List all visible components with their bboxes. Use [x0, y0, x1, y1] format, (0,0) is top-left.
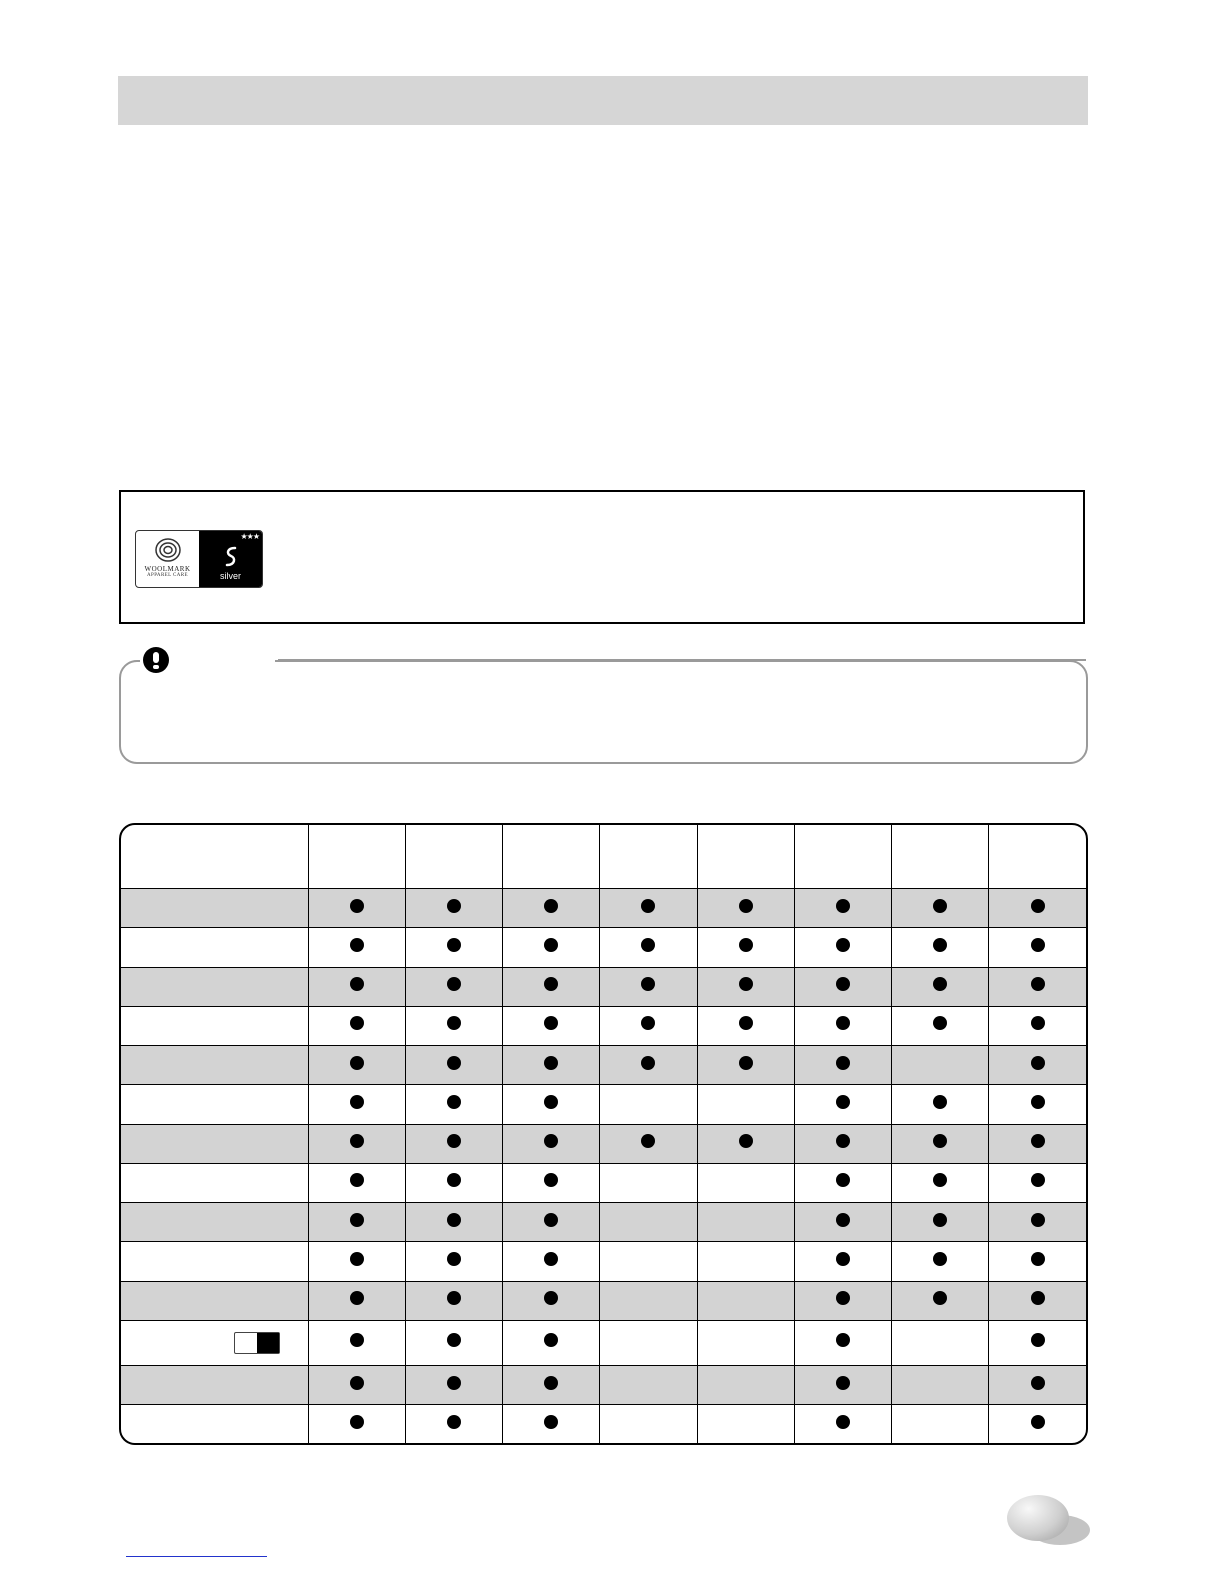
supported-dot-icon: [739, 1016, 753, 1030]
option-cell: [989, 1320, 1086, 1365]
supported-dot-icon: [933, 899, 947, 913]
option-cell: [989, 1163, 1086, 1202]
option-cell: [794, 967, 891, 1006]
caution-icon: [143, 647, 169, 673]
supported-dot-icon: [350, 1333, 364, 1347]
option-cell: [989, 1085, 1086, 1124]
table-row: [121, 1242, 1086, 1281]
supported-dot-icon: [544, 1173, 558, 1187]
option-cell: [697, 1124, 794, 1163]
supported-dot-icon: [933, 938, 947, 952]
header-cell: [121, 825, 308, 889]
supported-dot-icon: [1031, 899, 1045, 913]
supported-dot-icon: [350, 1376, 364, 1390]
option-cell: [794, 1320, 891, 1365]
caution-box: [119, 660, 1088, 764]
option-cell: [697, 1203, 794, 1242]
woolmark-small-icon: [234, 1332, 280, 1354]
option-cell: [989, 1365, 1086, 1404]
supported-dot-icon: [447, 899, 461, 913]
option-cell: [600, 1203, 697, 1242]
supported-dot-icon: [447, 1213, 461, 1227]
table-row: [121, 1046, 1086, 1085]
option-cell: [308, 1163, 405, 1202]
supported-dot-icon: [447, 938, 461, 952]
option-cell: [503, 1242, 600, 1281]
option-cell: [794, 1085, 891, 1124]
supported-dot-icon: [836, 1134, 850, 1148]
option-cell: [405, 1281, 502, 1320]
supported-dot-icon: [739, 977, 753, 991]
option-cell: [892, 1281, 989, 1320]
supported-dot-icon: [933, 977, 947, 991]
option-cell: [600, 1281, 697, 1320]
option-cell: [697, 1006, 794, 1045]
option-cell: [600, 1365, 697, 1404]
option-cell: [794, 1365, 891, 1404]
option-cell: [989, 1046, 1086, 1085]
option-cell: [697, 1242, 794, 1281]
supported-dot-icon: [1031, 938, 1045, 952]
option-cell: [308, 967, 405, 1006]
table-row: [121, 1203, 1086, 1242]
option-cell: [308, 1242, 405, 1281]
option-cell: [892, 1085, 989, 1124]
table-row: [121, 967, 1086, 1006]
option-cell: [794, 1203, 891, 1242]
table-row: [121, 928, 1086, 967]
supported-dot-icon: [544, 938, 558, 952]
header-cell: [892, 825, 989, 889]
supported-dot-icon: [1031, 1252, 1045, 1266]
option-cell: [600, 967, 697, 1006]
supported-dot-icon: [641, 977, 655, 991]
program-name-cell: [121, 1046, 308, 1085]
supported-dot-icon: [836, 1016, 850, 1030]
supported-dot-icon: [836, 977, 850, 991]
supported-dot-icon: [641, 899, 655, 913]
table-row: [121, 1320, 1086, 1365]
supported-dot-icon: [739, 899, 753, 913]
option-cell: [989, 1124, 1086, 1163]
option-cell: [794, 889, 891, 928]
program-name-cell: [121, 1281, 308, 1320]
option-cell: [600, 1006, 697, 1045]
supported-dot-icon: [544, 977, 558, 991]
woolmark-info-box: [119, 490, 1085, 624]
supported-dot-icon: [836, 1333, 850, 1347]
supported-dot-icon: [544, 1095, 558, 1109]
supported-dot-icon: [447, 1173, 461, 1187]
program-option-table: [119, 823, 1088, 1445]
supported-dot-icon: [447, 1376, 461, 1390]
supported-dot-icon: [350, 977, 364, 991]
supported-dot-icon: [1031, 1134, 1045, 1148]
supported-dot-icon: [641, 1056, 655, 1070]
supported-dot-icon: [447, 1252, 461, 1266]
option-cell: [503, 1405, 600, 1443]
supported-dot-icon: [933, 1213, 947, 1227]
supported-dot-icon: [544, 1134, 558, 1148]
supported-dot-icon: [350, 899, 364, 913]
supported-dot-icon: [544, 1213, 558, 1227]
option-cell: [405, 889, 502, 928]
option-cell: [989, 1242, 1086, 1281]
supported-dot-icon: [933, 1173, 947, 1187]
table-row: [121, 1085, 1086, 1124]
option-cell: [405, 1085, 502, 1124]
supported-dot-icon: [836, 1173, 850, 1187]
woolmark-logo: [135, 530, 263, 588]
supported-dot-icon: [739, 1056, 753, 1070]
option-cell: [697, 1085, 794, 1124]
option-cell: [892, 967, 989, 1006]
supported-dot-icon: [544, 1252, 558, 1266]
option-cell: [405, 1124, 502, 1163]
program-name-cell: [121, 1203, 308, 1242]
supported-dot-icon: [350, 1415, 364, 1429]
option-cell: [697, 1365, 794, 1404]
option-cell: [794, 1242, 891, 1281]
supported-dot-icon: [447, 1095, 461, 1109]
supported-dot-icon: [836, 899, 850, 913]
supported-dot-icon: [641, 1134, 655, 1148]
supported-dot-icon: [350, 1016, 364, 1030]
supported-dot-icon: [350, 1095, 364, 1109]
option-cell: [308, 928, 405, 967]
program-name-cell: [121, 1242, 308, 1281]
option-cell: [697, 889, 794, 928]
supported-dot-icon: [447, 1291, 461, 1305]
option-cell: [697, 1320, 794, 1365]
program-name-cell: [121, 1365, 308, 1404]
supported-dot-icon: [641, 938, 655, 952]
option-cell: [405, 1006, 502, 1045]
option-cell: [989, 1281, 1086, 1320]
option-cell: [503, 1046, 600, 1085]
program-name-cell: [121, 967, 308, 1006]
supported-dot-icon: [544, 1333, 558, 1347]
option-cell: [600, 1242, 697, 1281]
table-row: [121, 1405, 1086, 1443]
option-cell: [600, 1163, 697, 1202]
program-name-cell: [121, 889, 308, 928]
option-cell: [697, 928, 794, 967]
header-cell: [503, 825, 600, 889]
option-cell: [892, 1365, 989, 1404]
supported-dot-icon: [836, 1056, 850, 1070]
option-cell: [503, 1085, 600, 1124]
table-row: [121, 1365, 1086, 1404]
supported-dot-icon: [836, 1213, 850, 1227]
supported-dot-icon: [836, 1376, 850, 1390]
supported-dot-icon: [447, 1415, 461, 1429]
option-cell: [600, 928, 697, 967]
supported-dot-icon: [544, 1415, 558, 1429]
option-cell: [600, 1405, 697, 1443]
option-cell: [308, 1085, 405, 1124]
option-cell: [405, 1163, 502, 1202]
option-cell: [503, 967, 600, 1006]
table-row: [121, 889, 1086, 928]
supported-dot-icon: [544, 1376, 558, 1390]
woolmark-subtext: APPAREL CARE: [147, 573, 188, 578]
option-cell: [503, 889, 600, 928]
supported-dot-icon: [933, 1252, 947, 1266]
supported-dot-icon: [933, 1095, 947, 1109]
page-number-badge: [1007, 1495, 1069, 1541]
supported-dot-icon: [447, 1056, 461, 1070]
supported-dot-icon: [1031, 1173, 1045, 1187]
option-cell: [308, 1365, 405, 1404]
option-cell: [989, 1203, 1086, 1242]
option-cell: [405, 967, 502, 1006]
option-cell: [892, 1006, 989, 1045]
supported-dot-icon: [544, 1291, 558, 1305]
supported-dot-icon: [350, 1291, 364, 1305]
supported-dot-icon: [1031, 1095, 1045, 1109]
supported-dot-icon: [1031, 1333, 1045, 1347]
option-cell: [308, 1320, 405, 1365]
program-name-cell: [121, 1085, 308, 1124]
woolmark-wordmark: WOOLMARK: [144, 565, 191, 573]
supported-dot-icon: [1031, 1016, 1045, 1030]
option-cell: [503, 1365, 600, 1404]
option-cell: [405, 1405, 502, 1443]
option-cell: [697, 1281, 794, 1320]
supported-dot-icon: [447, 977, 461, 991]
option-cell: [600, 1124, 697, 1163]
supported-dot-icon: [641, 1016, 655, 1030]
option-cell: [989, 1006, 1086, 1045]
option-cell: [405, 1320, 502, 1365]
supported-dot-icon: [836, 1291, 850, 1305]
table-header-row: [121, 825, 1086, 889]
option-cell: [697, 1405, 794, 1443]
option-cell: [503, 1203, 600, 1242]
header-cell: [600, 825, 697, 889]
option-cell: [892, 1405, 989, 1443]
table-row: [121, 1281, 1086, 1320]
header-cell: [989, 825, 1086, 889]
option-cell: [308, 1006, 405, 1045]
option-cell: [503, 928, 600, 967]
option-cell: [308, 1405, 405, 1443]
program-name-cell: [121, 1124, 308, 1163]
supported-dot-icon: [1031, 1376, 1045, 1390]
supported-dot-icon: [447, 1333, 461, 1347]
woolmark-silver-badge: [199, 531, 262, 587]
option-cell: [600, 889, 697, 928]
option-cell: [892, 1242, 989, 1281]
option-cell: [989, 889, 1086, 928]
option-cell: [697, 967, 794, 1006]
option-cell: [697, 1163, 794, 1202]
supported-dot-icon: [544, 1056, 558, 1070]
option-cell: [892, 1046, 989, 1085]
supported-dot-icon: [447, 1134, 461, 1148]
supported-dot-icon: [836, 1095, 850, 1109]
option-cell: [794, 1006, 891, 1045]
program-name-cell: [121, 1320, 308, 1365]
supported-dot-icon: [1031, 1213, 1045, 1227]
supported-dot-icon: [1031, 1056, 1045, 1070]
wool-ball-icon: [153, 537, 183, 563]
option-cell: [989, 1405, 1086, 1443]
woolmark-silver-label: silver: [219, 571, 241, 581]
caution-divider: [278, 659, 1086, 661]
program-name-cell: [121, 1163, 308, 1202]
option-cell: [697, 1046, 794, 1085]
program-name-cell: [121, 928, 308, 967]
silver-s-icon: [221, 545, 241, 569]
supported-dot-icon: [350, 1173, 364, 1187]
supported-dot-icon: [739, 1134, 753, 1148]
option-cell: [600, 1046, 697, 1085]
header-cell: [697, 825, 794, 889]
option-cell: [503, 1006, 600, 1045]
option-cell: [308, 1046, 405, 1085]
supported-dot-icon: [350, 1056, 364, 1070]
option-cell: [405, 1203, 502, 1242]
option-cell: [503, 1320, 600, 1365]
supported-dot-icon: [350, 1252, 364, 1266]
section-title-bar: [118, 76, 1088, 125]
option-cell: [503, 1281, 600, 1320]
option-cell: [794, 1124, 891, 1163]
program-name-cell: [121, 1405, 308, 1443]
option-cell: [892, 1124, 989, 1163]
option-cell: [405, 1046, 502, 1085]
option-cell: [405, 1242, 502, 1281]
table-row: [121, 1163, 1086, 1202]
supported-dot-icon: [933, 1134, 947, 1148]
header-cell: [794, 825, 891, 889]
supported-dot-icon: [739, 938, 753, 952]
supported-dot-icon: [350, 1213, 364, 1227]
program-name-cell: [121, 1006, 308, 1045]
option-cell: [503, 1163, 600, 1202]
supported-dot-icon: [1031, 1415, 1045, 1429]
supported-dot-icon: [544, 899, 558, 913]
supported-dot-icon: [1031, 977, 1045, 991]
option-cell: [794, 1163, 891, 1202]
option-cell: [892, 928, 989, 967]
supported-dot-icon: [836, 1415, 850, 1429]
option-cell: [892, 889, 989, 928]
option-cell: [600, 1085, 697, 1124]
option-cell: [308, 1203, 405, 1242]
option-cell: [503, 1124, 600, 1163]
header-cell: [405, 825, 502, 889]
supported-dot-icon: [836, 938, 850, 952]
option-cell: [794, 928, 891, 967]
table-row: [121, 1124, 1086, 1163]
option-cell: [794, 1046, 891, 1085]
option-cell: [892, 1320, 989, 1365]
option-cell: [892, 1163, 989, 1202]
supported-dot-icon: [350, 1134, 364, 1148]
woolmark-stars: ★★★: [240, 532, 259, 541]
supported-dot-icon: [1031, 1291, 1045, 1305]
header-cell: [308, 825, 405, 889]
option-cell: [600, 1320, 697, 1365]
option-cell: [892, 1203, 989, 1242]
option-cell: [405, 928, 502, 967]
table-row: [121, 1006, 1086, 1045]
supported-dot-icon: [836, 1252, 850, 1266]
footer-link-underline: [126, 1556, 267, 1557]
option-cell: [989, 967, 1086, 1006]
supported-dot-icon: [933, 1291, 947, 1305]
supported-dot-icon: [544, 1016, 558, 1030]
supported-dot-icon: [933, 1016, 947, 1030]
supported-dot-icon: [447, 1016, 461, 1030]
option-cell: [308, 1281, 405, 1320]
option-cell: [794, 1405, 891, 1443]
option-cell: [794, 1281, 891, 1320]
option-cell: [308, 889, 405, 928]
option-cell: [989, 928, 1086, 967]
option-cell: [405, 1365, 502, 1404]
supported-dot-icon: [350, 938, 364, 952]
option-cell: [308, 1124, 405, 1163]
